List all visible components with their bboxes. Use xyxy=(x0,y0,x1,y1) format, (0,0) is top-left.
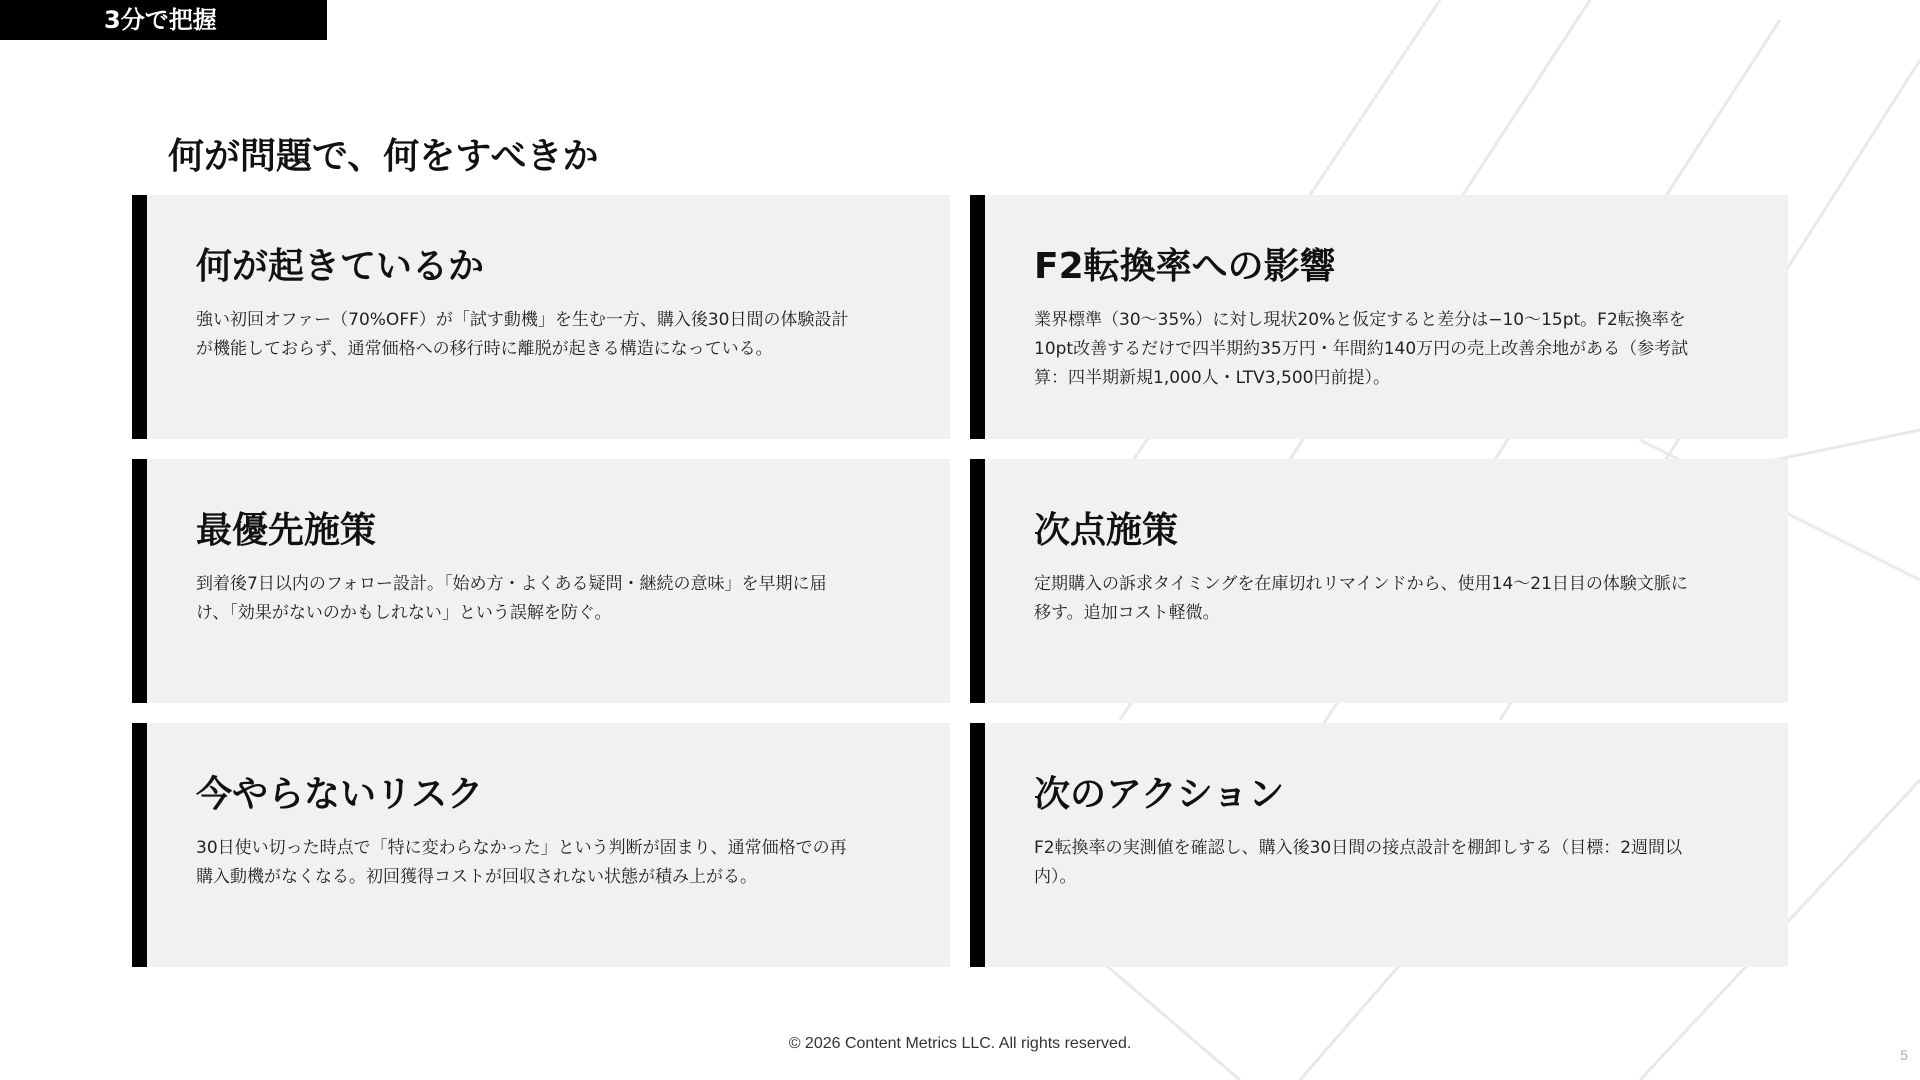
section-tag: 3分で把握 xyxy=(0,0,327,40)
card-body: 強い初回オファー（70%OFF）が「試す動機」を生む一方、購入後30日間の体験設計が機能しておらず、通常価格への移行時に離脱が起きる構造になっている。 xyxy=(196,310,849,360)
card-what-is-happening xyxy=(132,195,950,439)
card-title: 今やらないリスク xyxy=(196,774,484,815)
footer-copyright: © 2026 Content Metrics LLC. All rights reserved. xyxy=(788,1035,1132,1052)
card-body: F2転換率の実測値を確認し、購入後30日間の接点設計を棚卸しする（目標：2週間以内）。 xyxy=(1034,838,1683,888)
page-title: 何が問題で、何をすべきか xyxy=(168,136,599,177)
card-body: 業界標準（30〜35%）に対し現状20%と仮定すると差分は−10〜15pt。F2転換率を10pt改善するだけで四半期約35万円・年間約140万円の売上改善余地がある（参考試算：四半期新規1,000人・LTV3,500円前提）。 xyxy=(1034,310,1689,389)
card-top-priority xyxy=(132,459,950,703)
card-title: 次点施策 xyxy=(1034,510,1179,551)
card-risk xyxy=(132,723,950,967)
card-title: 何が起きているか xyxy=(196,246,485,287)
page-number: 5 xyxy=(1900,1047,1908,1063)
card-title: 次のアクション xyxy=(1034,774,1285,815)
card-body: 定期購入の訴求タイミングを在庫切れリマインドから、使用14〜21日目の体験文脈に移す。追加コスト軽微。 xyxy=(1034,574,1688,624)
card-title: 最優先施策 xyxy=(196,510,377,551)
card-secondary-measure xyxy=(970,459,1788,703)
card-body: 30日使い切った時点で「特に変わらなかった」という判断が固まり、通常価格での再購入動機がなくなる。初回獲得コストが回収されない状態が積み上がる。 xyxy=(196,838,847,888)
card-body: 到着後7日以内のフォロー設計。「始め方・よくある疑問・継続の意味」を早期に届け、「効果がないのかもしれない」という誤解を防ぐ。 xyxy=(196,574,827,624)
card-grid xyxy=(132,195,1788,967)
card-f2-impact xyxy=(970,195,1788,439)
card-next-action xyxy=(970,723,1788,967)
card-title: F2転換率への影響 xyxy=(1034,246,1336,287)
